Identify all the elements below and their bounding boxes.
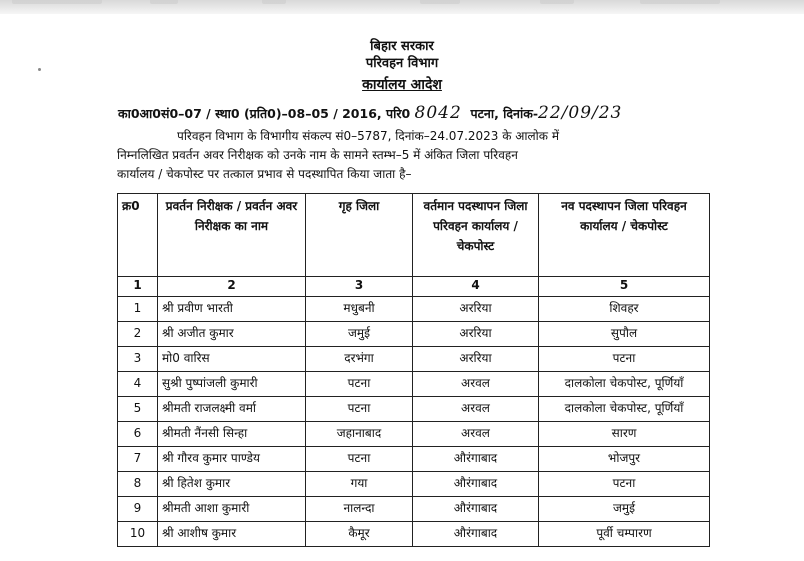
current-posting-cell: औरंगाबाद <box>413 522 539 547</box>
name-cell: श्री अजीत कुमार <box>158 322 306 347</box>
table-row <box>118 297 710 322</box>
department-heading: परिवहन विभाग <box>365 56 439 71</box>
name-cell: श्री आशीष कुमार <box>158 522 306 547</box>
current-posting-cell: अररिया <box>413 297 539 322</box>
column-number: 5 <box>539 277 710 297</box>
new-posting-cell: शिवहर <box>539 297 710 322</box>
handwritten-letter-number: 8042 <box>414 103 462 123</box>
home-district-cell: दरभंगा <box>306 347 413 372</box>
serial-cell: 9 <box>118 497 158 522</box>
col-header-name: प्रवर्तन निरीक्षक / प्रवर्तन अवर निरीक्षक का नाम <box>158 194 306 277</box>
table-row <box>118 322 710 347</box>
table-row <box>118 522 710 547</box>
home-district-cell: पटना <box>306 372 413 397</box>
paragraph-line: परिवहन विभाग के विभागीय संकल्प सं0–5787, दिनांक–24.07.2023 के आलोक में <box>177 129 559 143</box>
home-district-cell: गया <box>306 472 413 497</box>
serial-cell: 10 <box>118 522 158 547</box>
scan-top-edge <box>0 0 804 14</box>
home-district-cell: जहानाबाद <box>306 422 413 447</box>
name-cell: श्री प्रवीण भारती <box>158 297 306 322</box>
new-posting-cell: पूर्वी चम्पारण <box>539 522 710 547</box>
new-posting-cell: सुपौल <box>539 322 710 347</box>
column-number-row <box>118 277 710 297</box>
table-row <box>118 372 710 397</box>
paragraph-line: कार्यालय / चेकपोस्ट पर तत्काल प्रभाव से पदस्थापित किया जाता है– <box>117 167 412 181</box>
serial-cell: 7 <box>118 447 158 472</box>
name-cell: श्री गौरव कुमार पाण्डेय <box>158 447 306 472</box>
current-posting-cell: औरंगाबाद <box>413 497 539 522</box>
column-number: 2 <box>158 277 306 297</box>
name-cell: मो0 वारिस <box>158 347 306 372</box>
serial-cell: 8 <box>118 472 158 497</box>
column-number: 4 <box>413 277 539 297</box>
serial-cell: 3 <box>118 347 158 372</box>
name-cell: श्री हितेश कुमार <box>158 472 306 497</box>
table-row <box>118 397 710 422</box>
order-reference <box>118 103 622 123</box>
serial-cell: 2 <box>118 322 158 347</box>
posting-table <box>117 193 710 547</box>
home-district-cell: जमुई <box>306 322 413 347</box>
col-header-serial: क्र0 <box>118 194 158 277</box>
current-posting-cell: अररिया <box>413 347 539 372</box>
home-district-cell: मधुबनी <box>306 297 413 322</box>
government-heading: बिहार सरकार <box>370 39 434 54</box>
serial-cell: 5 <box>118 397 158 422</box>
serial-cell: 4 <box>118 372 158 397</box>
new-posting-cell: भोजपुर <box>539 447 710 472</box>
name-cell: श्रीमती आशा कुमारी <box>158 497 306 522</box>
new-posting-cell: जमुई <box>539 497 710 522</box>
new-posting-cell: दालकोला चेकपोस्ट, पूर्णियाँ <box>539 397 710 422</box>
current-posting-cell: अरवल <box>413 397 539 422</box>
table-row <box>118 422 710 447</box>
order-paragraph <box>117 127 709 184</box>
current-posting-cell: अरवल <box>413 372 539 397</box>
column-number: 3 <box>306 277 413 297</box>
name-cell: श्रीमती नैंनसी सिन्हा <box>158 422 306 447</box>
home-district-cell: कैमूर <box>306 522 413 547</box>
reference-number: का0आ0सं0–07 / स्था0 (प्रति0)–08–05 / 2016, परि0 <box>118 106 411 121</box>
column-number: 1 <box>118 277 158 297</box>
handwritten-date: 22/09/23 <box>538 103 623 123</box>
serial-cell: 1 <box>118 297 158 322</box>
new-posting-cell: सारण <box>539 422 710 447</box>
current-posting-cell: औरंगाबाद <box>413 447 539 472</box>
name-cell: सुश्री पुष्पांजली कुमारी <box>158 372 306 397</box>
table-row <box>118 347 710 372</box>
table-row <box>118 447 710 472</box>
table-row <box>118 497 710 522</box>
home-district-cell: पटना <box>306 447 413 472</box>
col-header-new-posting: नव पदस्थापन जिला परिवहन कार्यालय / चेकपोस्ट <box>539 194 710 277</box>
paragraph-line: निम्नलिखित प्रवर्तन अवर निरीक्षक को उनके नाम के सामने स्तम्भ–5 में अंकित जिला परिवहन <box>117 148 518 162</box>
new-posting-cell: दालकोला चेकपोस्ट, पूर्णियाँ <box>539 372 710 397</box>
current-posting-cell: औरंगाबाद <box>413 472 539 497</box>
order-title: कार्यालय आदेश <box>362 77 442 93</box>
new-posting-cell: पटना <box>539 472 710 497</box>
col-header-current-posting: वर्तमान पदस्थापन जिला परिवहन कार्यालय / चेकपोस्ट <box>413 194 539 277</box>
serial-cell: 6 <box>118 422 158 447</box>
new-posting-cell: पटना <box>539 347 710 372</box>
table-header-row <box>118 194 710 277</box>
current-posting-cell: अररिया <box>413 322 539 347</box>
current-posting-cell: अरवल <box>413 422 539 447</box>
place-date-label: पटना, दिनांक- <box>470 106 539 121</box>
col-header-home-district: गृह जिला <box>306 194 413 277</box>
name-cell: श्रीमती राजलक्ष्मी वर्मा <box>158 397 306 422</box>
table-row <box>118 472 710 497</box>
home-district-cell: नालन्दा <box>306 497 413 522</box>
home-district-cell: पटना <box>306 397 413 422</box>
